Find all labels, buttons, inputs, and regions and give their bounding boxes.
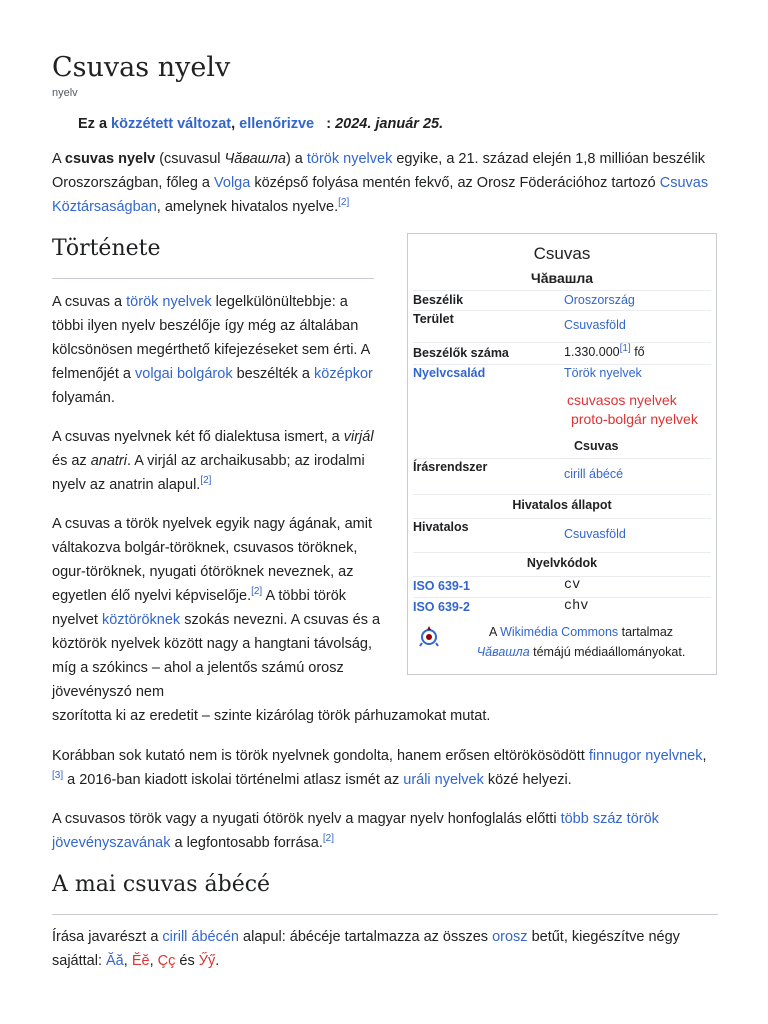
text: Korábban sok kutató nem is török nyelvnek gondolta, hanem erősen eltörökösödött — [52, 748, 589, 764]
link-commons-category[interactable]: Чӑвашла — [476, 645, 530, 659]
infobox-value — [564, 342, 645, 359]
paragraph — [52, 807, 712, 855]
text: , — [149, 953, 158, 969]
link-chuvash-republic[interactable]: Csuvas Köztársaságban — [52, 175, 709, 215]
link-turkic-loanwords[interactable]: több száz török jövevényszavának — [52, 811, 659, 851]
reference-link[interactable]: [2] — [251, 586, 263, 598]
text: egyike, a 21. század elején 1,8 millióan beszélik Oroszországban, főleg a — [52, 151, 706, 191]
text: legelkülönültebbje: a többi ilyen nyelv beszélője így még az általában kölcsönösen megérthető kifejezéseket sem érti. A felmenőjét a — [52, 294, 370, 382]
redlink-letter-c-cedilla[interactable]: Çç — [157, 953, 176, 969]
unit: fő — [630, 345, 645, 359]
infobox-link-language-family[interactable]: Nyelvcsalád — [413, 366, 486, 380]
reference-link[interactable]: [2] — [338, 197, 350, 209]
reference-link[interactable]: [2] — [200, 475, 212, 487]
text: alapul: ábécéje tartalmazza az összes — [239, 929, 493, 945]
text: a legfontosabb forrása. — [170, 835, 323, 851]
text: betűt, kiegészítve négy sajáttal: — [52, 929, 680, 969]
link-turkic-languages[interactable]: török nyelvek — [306, 151, 393, 167]
infobox-link-cyrillic[interactable]: cirill ábécé — [564, 467, 624, 481]
infobox-redlink-chuvash-group[interactable]: csuvasos nyelvek — [567, 392, 677, 408]
text: , — [702, 748, 707, 764]
infobox-section-title: Nyelvkódok — [526, 556, 598, 570]
text: középső folyása mentén fekvő, az Orosz Föderációhoz tartozó — [250, 175, 660, 191]
infobox-header-codes — [413, 552, 711, 577]
text: szorította ki az eredetit – szinte kizárólag török párhuzamokat mutat. — [52, 708, 491, 724]
italic-term: virjál — [343, 429, 374, 445]
reference-link[interactable]: [3] — [52, 770, 64, 782]
text: szokás nevezni. A csuvas és a köztörök nyelvek között nagy a hangtani távolság, míg a szókincs – ahol a jelentős számú orosz jövevényszó nem — [52, 612, 381, 700]
infobox-family-leaf: Csuvas — [574, 439, 619, 453]
redlink-letter-u-breve[interactable]: Ӳӳ — [198, 953, 216, 969]
text: A — [488, 625, 501, 639]
infobox-label: Terület — [413, 312, 454, 326]
text: Írása javarészt a — [52, 929, 163, 945]
link-letter-a-breve[interactable]: Ӑӑ — [106, 953, 124, 969]
infobox-label: Hivatalos — [413, 520, 469, 534]
native-name: Чӑвашла — [224, 151, 286, 167]
text: folyamán. — [52, 390, 115, 406]
infobox-link-iso-639-2[interactable]: ISO 639-2 — [413, 600, 470, 614]
section-heading-history: Története — [52, 236, 161, 261]
text: A csuvas a — [52, 294, 127, 310]
paragraph — [52, 925, 712, 973]
text: A csuvasos török vagy a nyugati ótörök nyelv a magyar nyelv honfoglalás előtti — [52, 811, 561, 827]
text: . A virjál az archaikusabb; az irodalmi nyelv az anatrin alapul. — [52, 453, 365, 493]
heading-divider — [52, 278, 374, 279]
page-title: Csuvas nyelv — [52, 52, 231, 83]
text: ) a — [285, 151, 307, 167]
revision-prefix: Ez a — [78, 116, 108, 132]
infobox-section-title: Hivatalos állapot — [512, 498, 612, 512]
infobox-row-script — [413, 458, 711, 495]
text: A csuvas a török nyelvek egyik nagy ágának, amit váltakozva bolgár-töröknek, csuvasos töröknek, ogur-töröknek, nyugati ótöröknek neveznek, az egyetlen élő nyelvi képviselője. — [52, 516, 372, 604]
text: , — [123, 953, 132, 969]
commons-text — [450, 622, 712, 662]
link-middle-ages[interactable]: középkor — [314, 366, 373, 382]
page-subtitle: nyelv — [52, 87, 78, 99]
infobox-row-family — [413, 364, 711, 387]
infobox-label: Beszélők száma — [413, 346, 509, 360]
revision-colon: : — [326, 116, 332, 132]
italic-term: anatri — [90, 453, 127, 469]
link-russian[interactable]: orosz — [492, 929, 528, 945]
revision-notice — [78, 116, 443, 132]
infobox-value: cv — [564, 578, 581, 593]
revision-comma: , — [231, 116, 236, 132]
infobox-row-iso1 — [413, 576, 711, 598]
link-volga[interactable]: Volga — [214, 175, 251, 191]
published-version-link[interactable]: közzétett változat — [111, 116, 232, 132]
paragraph — [52, 425, 382, 497]
text: közé helyezi. — [483, 772, 572, 788]
paragraph — [52, 290, 382, 410]
infobox-row-spoken — [413, 290, 711, 311]
paragraph-wrapped-part — [52, 512, 382, 704]
text: . — [215, 953, 220, 969]
text: a 2016-ban kiadott iskolai történelmi atlasz ismét az — [63, 772, 404, 788]
infobox-row-official — [413, 518, 711, 553]
text: A többi török nyelvet — [52, 588, 347, 628]
infobox-row-iso2 — [413, 597, 711, 619]
section-heading-alphabet: A mai csuvas ábécé — [52, 872, 271, 897]
infobox-value: chv — [564, 599, 589, 614]
text: tartalmaz — [618, 625, 674, 639]
link-finno-ugric[interactable]: finnugor nyelvnek — [588, 748, 703, 764]
paragraph — [52, 744, 712, 792]
infobox-label: Beszélik — [413, 293, 464, 307]
speaker-count: 1.330.000 — [564, 345, 620, 359]
infobox-link-turkic[interactable]: Török nyelvek — [564, 366, 642, 380]
text: és az — [52, 453, 91, 469]
text: A — [52, 151, 65, 167]
text: témájú médiaállományokat. — [529, 645, 686, 659]
bold-term: csuvas nyelv — [64, 151, 156, 167]
infobox-link-chuvashia[interactable]: Csuvasföld — [564, 527, 626, 541]
text: és — [175, 953, 199, 969]
infobox-title: Csuvas — [533, 244, 591, 263]
infobox-redlink-proto-bulgar[interactable]: proto-bolgár nyelvek — [571, 411, 698, 427]
intro-paragraph — [52, 147, 712, 219]
link-volga-bulgars[interactable]: volgai bolgárok — [135, 366, 233, 382]
link-uralic-languages[interactable]: uráli nyelvek — [403, 772, 484, 788]
revision-date: 2024. január 25. — [335, 116, 444, 132]
reference-link[interactable]: [2] — [322, 833, 334, 845]
link-wikimedia-commons[interactable]: Wikimédia Commons — [500, 625, 619, 639]
link-turkic-languages[interactable]: török nyelvek — [126, 294, 212, 310]
infobox-row-speakers — [413, 342, 711, 365]
text: , amelynek hivatalos nyelve. — [156, 199, 339, 215]
text: (csuvasul — [155, 151, 225, 167]
infobox-link-chuvashia[interactable]: Csuvasföld — [564, 318, 626, 332]
text: A csuvas nyelvnek két fő dialektusa ismert, a — [52, 429, 344, 445]
wikimedia-commons-icon — [418, 625, 440, 647]
infobox-link-iso-639-1[interactable]: ISO 639-1 — [413, 579, 470, 593]
infobox-label: Írásrendszer — [413, 460, 488, 474]
infobox-native-name: Чӑвашла — [530, 270, 594, 286]
link-cyrillic-alphabet[interactable]: cirill ábécén — [162, 929, 239, 945]
heading-divider — [52, 914, 718, 915]
link-common-turkic[interactable]: köztöröknek — [101, 612, 181, 628]
checked-link[interactable]: ellenőrizve — [239, 116, 315, 132]
text: beszélték a — [232, 366, 314, 382]
reference-link[interactable]: [1] — [619, 342, 631, 354]
redlink-letter-e-breve[interactable]: Ӗӗ — [131, 953, 150, 969]
infobox — [407, 233, 717, 675]
infobox-link-russia[interactable]: Oroszország — [564, 293, 635, 307]
infobox-header-official — [413, 494, 711, 519]
infobox-row-area — [413, 310, 711, 341]
